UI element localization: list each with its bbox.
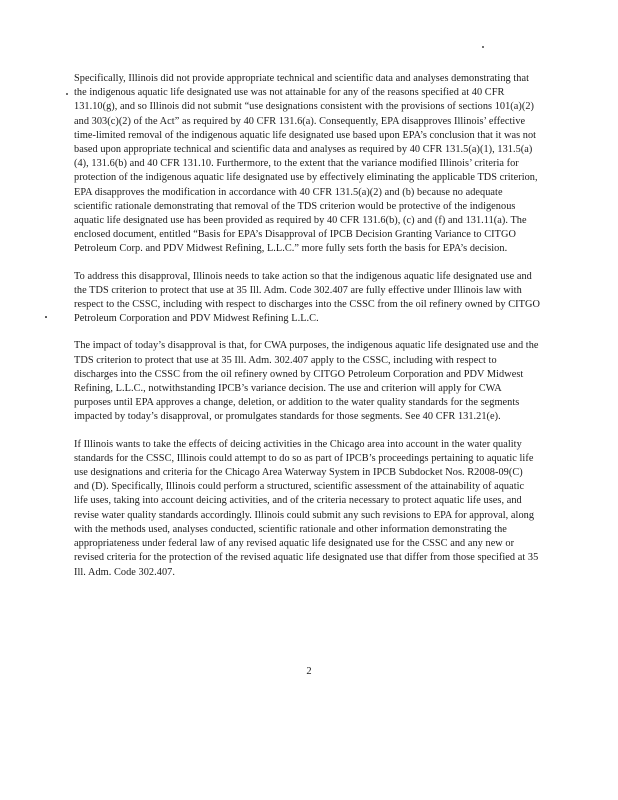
page-number: 2 [306,666,312,677]
paragraph-disapproval-basis: Specifically, Illinois did not provide appropriate technical and scientific data and analyses demonstrating that the indigenous aquatic life designated use was not attainable for any of the reasons specified at 40 CFR 131.10(g), and so Illinois did not submit “use designations consistent with the provisions of sections 101(a)(2) and 303(c)(2) of the Act” as required by 40 CFR 131.6(a). Consequently, EPA disapproves Illinois’ effective time-limited removal of the indigenous aquatic life designated use based upon EPA’s conclusion that it was not based upon appropriate technical and scientific data and analyses as required by 40 CFR 131.5(a)(1), 131.5(a)(4), 131.6(b) and 40 CFR 131.10. Furthermore, to the extent that the variance modified Illinois’ criteria for protection of the indigenous aquatic life designated use by effectively eliminating the applicable TDS criterion, EPA disapproves the modification in accordance with 40 CFR 131.5(a)(2) and (b) because no adequate scientific rationale demonstrating that removal of the TDS criterion would be protective of the indigenous aquatic life designated use has been provided as required by 40 CFR 131.6(b), (c) and (f) and 131.11(a). The enclosed document, entitled “Basis for EPA’s Disapproval of IPCB Decision Granting Variance to CITGO Petroleum Corp. and PDV Midwest Refining, L.L.C.” more fully sets forth the basis for EPA’s decision. [74,73,538,255]
scan-speck [482,46,484,48]
scan-speck [66,93,68,95]
paragraph-impact: The impact of today’s disapproval is that, for CWA purposes, the indigenous aquatic life designated use and the TDS criterion to protect that use at 35 Ill. Adm. 302.407 apply to the CSSC, including with respect to discharges into the CSSC from the oil refinery owned by CITGO Petroleum Corporation and PDV Midwest Refining, L.L.C., notwithstanding IPCB’s variance decision. The use and criterion will apply for CWA purposes until EPA approves a change, deletion, or addition to the water quality standards for the segments impacted by today’s disapproval, or promulgates standards for those segments. See 40 CFR 131.21(e). [74,340,539,423]
paragraph-spacer [74,257,540,270]
document-body [74,72,540,580]
paragraph-required-action: To address this disapproval, Illinois needs to take action so that the indigenous aquatic life designated use and the TDS criterion to protect that use at 35 Ill. Adm. Code 302.407 are fully effective under Illinois law with respect to the CSSC, including with respect to discharges into the CSSC from the oil refinery owned by CITGO Petroleum Corporation and PDV Midwest Refining L.L.C. [74,270,540,325]
scan-speck [45,316,47,318]
paragraph-deicing: If Illinois wants to take the effects of deicing activities in the Chicago area into account in the water quality standards for the CSSC, Illinois could attempt to do so as part of IPCB’s proceedings pertaining to aquatic life use designations and criteria for the Chicago Area Waterway System in IPCB Subdocket Nos. R2008-09(C) and (D). Specifically, Illinois could perform a structured, scientific assessment of the attainability of aquatic life uses, taking into account deicing activities, and of the criteria necessary to protect aquatic life uses, and revise water quality standards accordingly. Illinois could submit any such revisions to EPA for approval, along with the methods used, analyses conducted, scientific rationale and other information demonstrating the appropriateness under federal law of any revised aquatic life designated use for the CSSC and any new or revised criteria for the protection of the revised aquatic life designated use that differ from those specified at 35 Ill. Adm. Code 302.407. [74,438,539,578]
paragraph-spacer [74,425,540,438]
paragraph-spacer [74,326,540,339]
